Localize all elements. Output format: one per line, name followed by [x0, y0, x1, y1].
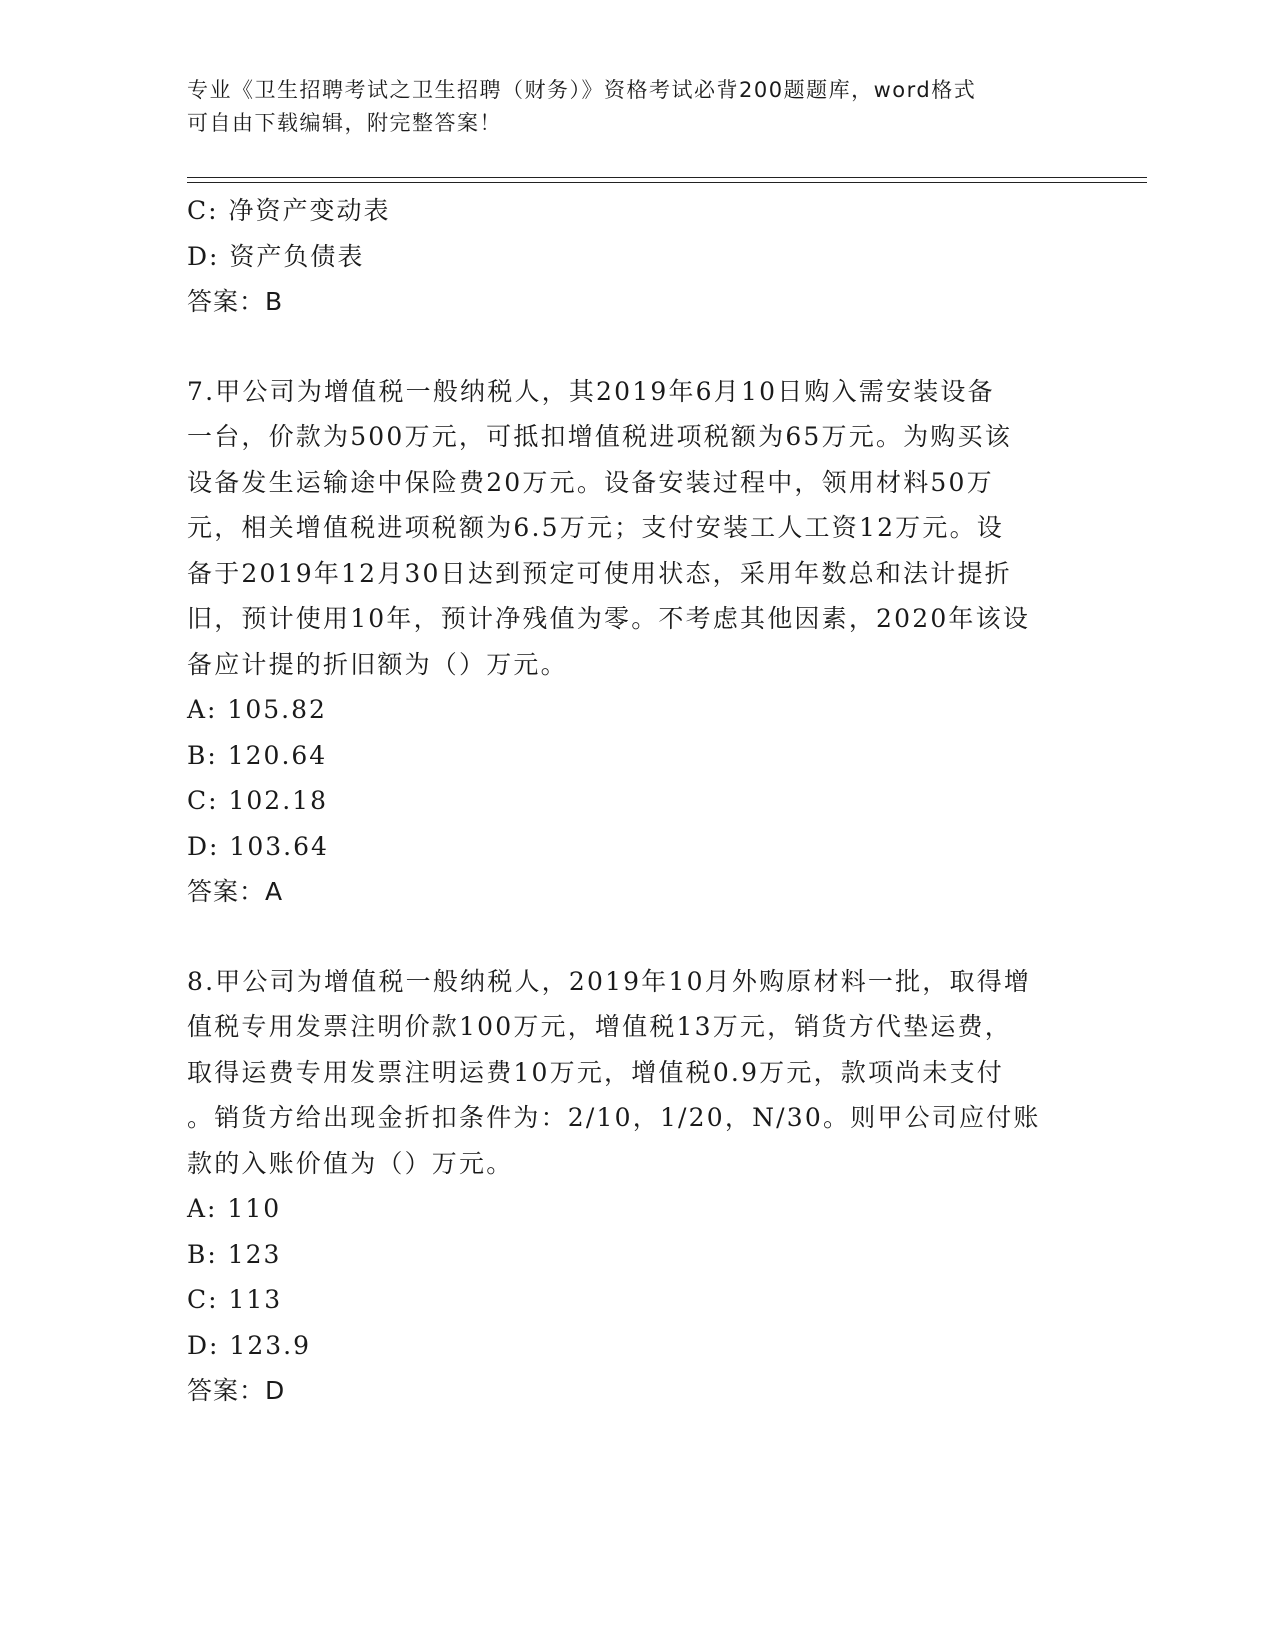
option-b: B: 120.64 [187, 740, 328, 770]
question-text-line: 取得运费专用发票注明运费10万元，增值税0.9万元，款项尚未支付 [187, 1057, 1004, 1087]
option-b: B: 123 [187, 1239, 282, 1269]
question-text-line: 备应计提的折旧额为（）万元。 [187, 649, 568, 679]
answer-line: 答案：D [187, 1376, 286, 1405]
option-c: C: 102.18 [187, 786, 328, 815]
document-header [187, 74, 1087, 140]
header-divider-bottom [187, 182, 1147, 183]
header-divider-top [187, 177, 1147, 178]
option-d: D: 资产负债表 [187, 241, 365, 271]
answer-line: 答案：A [187, 877, 284, 906]
header-line-2: 可自由下载编辑，附完整答案！ [187, 111, 502, 135]
question-text-line: 备于2019年12月30日达到预定可使用状态，采用年数总和法计提折 [187, 558, 1012, 588]
question-text-line: 。销货方给出现金折扣条件为：2/10，1/20，N/30。则甲公司应付账 [187, 1103, 1041, 1132]
option-a: A: 105.82 [187, 695, 327, 724]
option-c: C: 净资产变动表 [187, 196, 391, 225]
option-c: C: 113 [187, 1285, 283, 1314]
question-8 [187, 959, 1087, 1414]
question-text-line: 8.甲公司为增值税一般纳税人，2019年10月外购原材料一批，取得增 [187, 966, 1032, 996]
question-text-line: 一台，价款为500万元，可抵扣增值税进项税额为65万元。为购买该 [187, 422, 1012, 451]
option-d: D: 123.9 [187, 1330, 311, 1360]
question-text-line: 设备发生运输途中保险费20万元。设备安装过程中，领用材料50万 [187, 467, 994, 497]
option-d: D: 103.64 [187, 831, 329, 861]
previous-question [187, 188, 1087, 325]
question-7 [187, 369, 1087, 915]
spacer [187, 325, 1087, 369]
question-text-line: 7.甲公司为增值税一般纳税人，其2019年6月10日购入需安装设备 [187, 376, 995, 406]
spacer [187, 915, 1087, 959]
answer-line: 答案：B [187, 287, 284, 316]
question-text-line: 款的入账价值为（）万元。 [187, 1148, 514, 1178]
header-line-1: 专业《卫生招聘考试之卫生招聘（财务）》资格考试必背200题题库，word格式 [187, 78, 977, 102]
option-a: A: 110 [187, 1194, 282, 1223]
question-text-line: 旧，预计使用10年，预计净残值为零。不考虑其他因素，2020年该设 [187, 604, 1031, 633]
question-text-line: 值税专用发票注明价款100万元，增值税13万元，销货方代垫运费， [187, 1012, 1012, 1041]
document-body [187, 188, 1087, 1414]
question-text-line: 元，相关增值税进项税额为6.5万元；支付安装工人工资12万元。设 [187, 513, 1004, 542]
